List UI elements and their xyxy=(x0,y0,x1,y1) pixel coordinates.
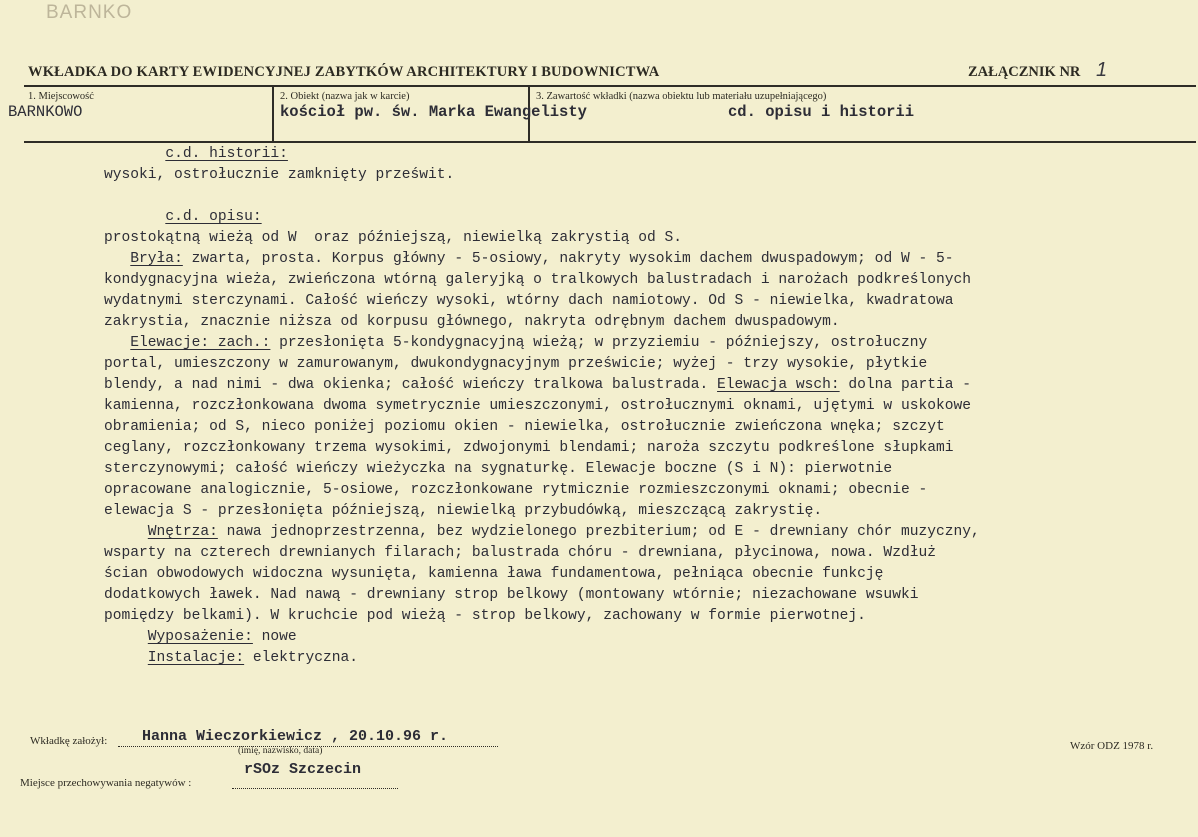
text-segment: ścian obwodowych widoczna wysunięta, kamienna ława fundamentowa, pełniąca obecnie funkcję xyxy=(104,566,884,582)
text-segment: elektryczna. xyxy=(244,650,358,666)
text-line xyxy=(104,312,1194,333)
field-1-value: BARNKOWO xyxy=(8,103,83,121)
storage-value: rSOz Szczecin xyxy=(244,761,362,778)
text-segment: dolna partia - xyxy=(839,377,972,393)
text-segment: opracowane analogicznie, 5-osiowe, rozczłonkowane rytmicznie rozmieszczonymi oknami; obecnie - xyxy=(104,482,928,498)
field-2-label: 2. Obiekt (nazwa jak w karcie) xyxy=(280,91,410,102)
text-line xyxy=(104,333,1194,354)
author-label: Wkładkę założył: xyxy=(30,735,108,747)
description-text xyxy=(104,144,1194,669)
text-line xyxy=(104,144,1194,165)
header-rule xyxy=(24,85,1196,87)
section-heading: Elewacja wsch: xyxy=(717,377,840,393)
form-title: WKŁADKA DO KARTY EWIDENCYJNEJ ZABYTKÓW ARCHITEKTURY I BUDOWNICTWA xyxy=(28,64,660,80)
text-segment: nowe xyxy=(252,629,297,645)
text-segment xyxy=(104,251,130,267)
text-segment: wsparty na czterech drewnianych filarach; balustrada chóru - drewniana, płycinowa, nowa. Wzdłuż xyxy=(104,545,936,561)
text-line xyxy=(104,501,1194,522)
text-line xyxy=(104,459,1194,480)
text-line xyxy=(104,564,1194,585)
section-heading: Instalacje: xyxy=(147,650,245,666)
text-line xyxy=(104,417,1194,438)
text-segment xyxy=(104,629,148,645)
text-segment: dodatkowych ławek. Nad nawą - drewniany strop belkowy (montowany wtórnie; niezachowane wsuwki xyxy=(104,587,919,603)
storage-line xyxy=(232,788,398,789)
text-segment xyxy=(104,146,165,162)
section-heading: c.d. opisu: xyxy=(165,209,262,225)
field-3-value: cd. opisu i historii xyxy=(728,103,915,121)
text-line xyxy=(104,438,1194,459)
text-line xyxy=(104,480,1194,501)
text-segment: portal, umieszczony w zamurowanym, dwukondygnacyjnym prześwicie; wyżej - trzy wysokie, płytkie xyxy=(104,356,928,372)
section-heading: Wnętrza: xyxy=(147,524,218,540)
text-segment xyxy=(104,650,148,666)
section-heading: Bryła: xyxy=(130,251,183,267)
text-line xyxy=(104,291,1194,312)
field-1-label: 1. Miejscowość xyxy=(28,91,94,102)
text-line xyxy=(104,354,1194,375)
fields-rule xyxy=(24,141,1196,143)
text-line xyxy=(104,396,1194,417)
section-heading: Wyposażenie: xyxy=(147,629,253,645)
text-segment xyxy=(104,335,130,351)
text-line xyxy=(104,606,1194,627)
text-segment: zakrystia, znacznie niższa od korpusu głównego, nakryta odrębnym dachem dwuspadowym. xyxy=(104,314,840,330)
text-line xyxy=(104,249,1194,270)
text-segment: obramienia; od S, nieco poniżej poziomu okien - niewielka, ostrołucznie zwieńczona wnęka; szczyt xyxy=(104,419,945,435)
annex-number: 1 xyxy=(1096,59,1108,81)
text-line xyxy=(104,375,1194,396)
field-2-value: kościoł pw. św. Marka Ewangelisty xyxy=(280,103,587,121)
text-segment: kondygnacyjna wieża, zwieńczona wtórną galeryjką o tralkowych balustradach i narożach podkreślonych xyxy=(104,272,972,288)
text-segment: wysoki, ostrołucznie zamknięty prześwit. xyxy=(104,167,455,183)
template-mark: Wzór ODZ 1978 r. xyxy=(1070,740,1154,752)
text-segment: przesłonięta 5-kondygnacyjną wieżą; w przyziemiu - późniejszy, ostrołuczny xyxy=(270,335,928,351)
text-segment: blendy, a nad nimi - dwa okienka; całość wieńczy tralkowa balustrada. xyxy=(104,377,718,393)
text-segment: ceglany, rozczłonkowany trzema wysokimi, zdwojonymi blendami; naroża szczytu podkreślone słupkami xyxy=(104,440,954,456)
text-segment: prostokątną wieżą od W oraz późniejszą, niewielką zakrystią od S. xyxy=(104,230,683,246)
text-line xyxy=(104,228,1194,249)
text-segment xyxy=(104,524,148,540)
text-segment: pomiędzy belkami). W kruchcie pod wieżą - strop belkowy, zachowany w formie pierwotnej. xyxy=(104,608,866,624)
text-segment: zwarta, prosta. Korpus główny - 5-osiowy, nakryty wysokim dachem dwuspadowym; od W - 5- xyxy=(182,251,954,267)
text-line xyxy=(104,627,1194,648)
section-heading: Elewacje: zach.: xyxy=(130,335,271,351)
field-divider-1 xyxy=(272,86,274,142)
text-line xyxy=(104,165,1194,186)
annex-label: ZAŁĄCZNIK NR xyxy=(968,64,1081,80)
text-segment: wydatnymi sterczynami. Całość wieńczy wysoki, wtórny dach namiotowy. Od S - niewielka, kwadratowa xyxy=(104,293,954,309)
text-line xyxy=(104,186,1194,207)
text-line xyxy=(104,522,1194,543)
author-note: (imię, nazwisko, data) xyxy=(238,746,323,756)
text-segment: elewacja S - przesłonięta późniejszą, niewielką przybudówką, mieszczącą zakrystię. xyxy=(104,503,823,519)
text-line xyxy=(104,270,1194,291)
text-line xyxy=(104,543,1194,564)
author-value: Hanna Wieczorkiewicz , 20.10.96 r. xyxy=(142,728,449,745)
text-line xyxy=(104,207,1194,228)
text-line xyxy=(104,648,1194,669)
field-3-label: 3. Zawartość wkładki (nazwa obiektu lub materiału uzupełniającego) xyxy=(536,91,827,102)
text-segment: sterczynowymi; całość wieńczy wieżyczka na sygnaturkę. Elewacje boczne (S i N): pierwotnie xyxy=(104,461,893,477)
text-segment: kamienna, rozczłonkowana dwoma symetrycznie umieszczonymi, ostrołucznymi oknami, ujętymi w uskokowe xyxy=(104,398,972,414)
text-segment xyxy=(104,209,165,225)
section-heading: c.d. historii: xyxy=(165,146,288,162)
text-line xyxy=(104,585,1194,606)
storage-label: Miejsce przechowywania negatywów : xyxy=(20,777,192,789)
text-segment: nawa jednoprzestrzenna, bez wydzielonego prezbiterium; od E - drewniany chór muzyczny, xyxy=(217,524,980,540)
pencil-mark: BARNKO xyxy=(46,2,133,23)
